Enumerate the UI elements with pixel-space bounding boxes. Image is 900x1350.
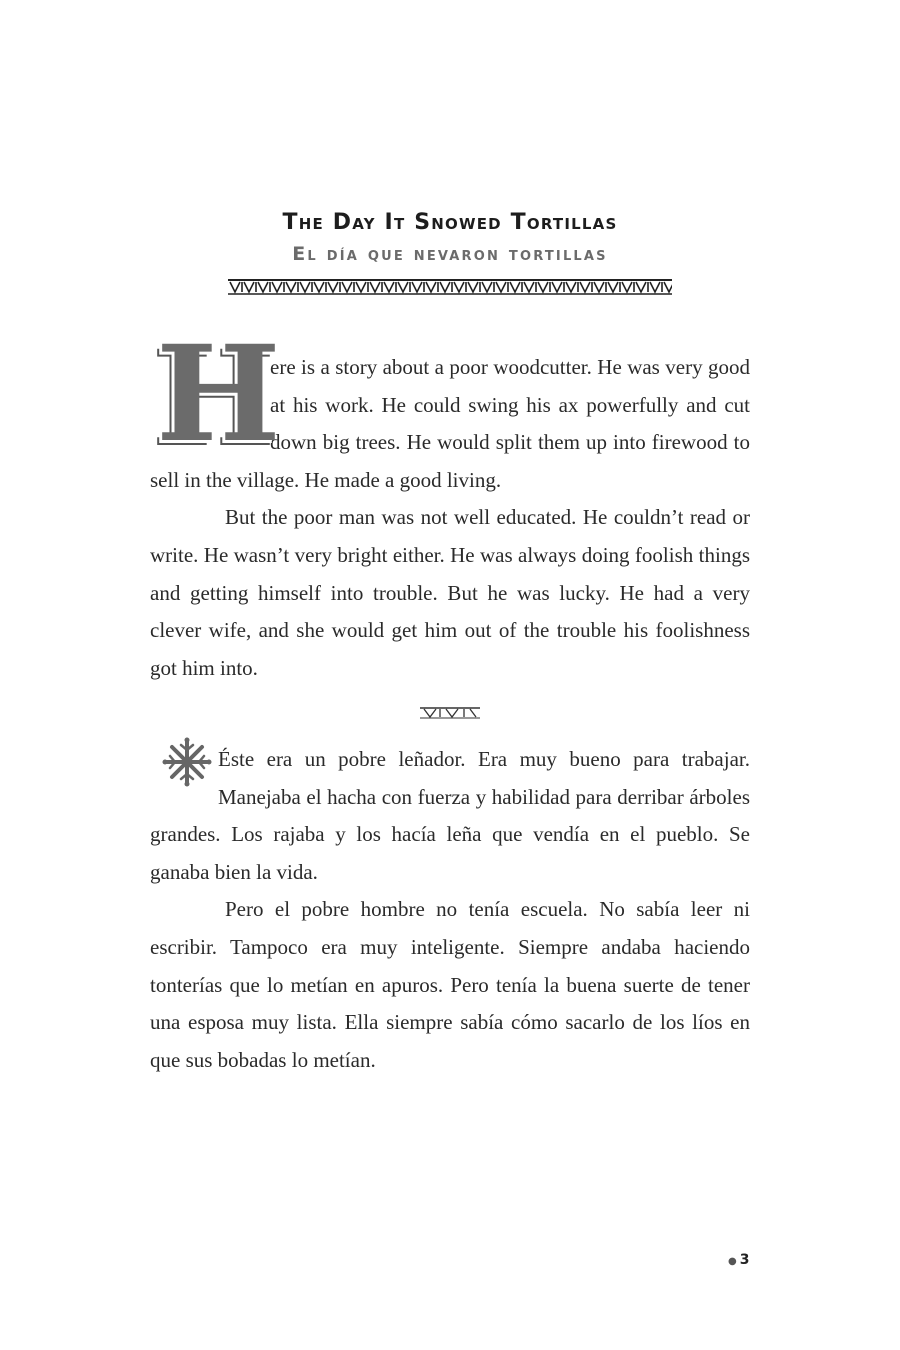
drop-cap: [150, 317, 281, 472]
spanish-paragraph-2: Pero el pobre hombre no tenía escuela. No sabía leer ni escribir. Tampoco era muy inteligente. Siempre andaba haciendo tonterías que lo metían en apuros. Pero tenía la buena suerte de tener una esposa muy lista. Ella siempre sabía cómo sacarlo de los líos en que sus bobadas lo metían.: [150, 897, 750, 1072]
page-number-value: 3: [739, 1252, 750, 1268]
spanish-story: [150, 741, 750, 1079]
english-paragraph-1-text: ere is a story about a poor woodcutter. He was very good at his work. He could swing his ax powerfully and cut down big trees. He would split them up into firewood to sell in the village. He made a good living.: [150, 355, 750, 492]
chapter-title-english: The Day It Snowed Tortillas: [282, 210, 618, 235]
snowflake-icon: [162, 737, 212, 787]
english-story: [150, 317, 750, 687]
small-aztec-divider-icon: [420, 706, 480, 720]
english-paragraph-1: [150, 317, 750, 499]
drop-cap-letter: H: [156, 317, 281, 472]
chapter-title-block: [150, 207, 750, 269]
spanish-paragraph-1: [150, 741, 750, 891]
chapter-title-spanish: El día que nevaron tortillas: [292, 243, 608, 265]
aztec-pattern-border-icon: [228, 278, 672, 296]
english-paragraph-2: But the poor man was not well educated. He couldn’t read or write. He wasn’t very bright either. He was always doing foolish things and getting himself into trouble. But he was lucky. He had a very clever wife, and she would get him out of the trouble his foolishness got him into.: [150, 505, 750, 680]
page-number-bullet-icon: ●: [728, 1256, 737, 1267]
page-number: [728, 1252, 749, 1268]
spanish-paragraph-1-text: Éste era un pobre leñador. Era muy bueno para trabajar. Manejaba el hacha con fuerza y habilidad para derribar árboles grandes. Los rajaba y los hacía leña que vendía en el pueblo. Se ganaba bien la vida.: [150, 747, 750, 884]
